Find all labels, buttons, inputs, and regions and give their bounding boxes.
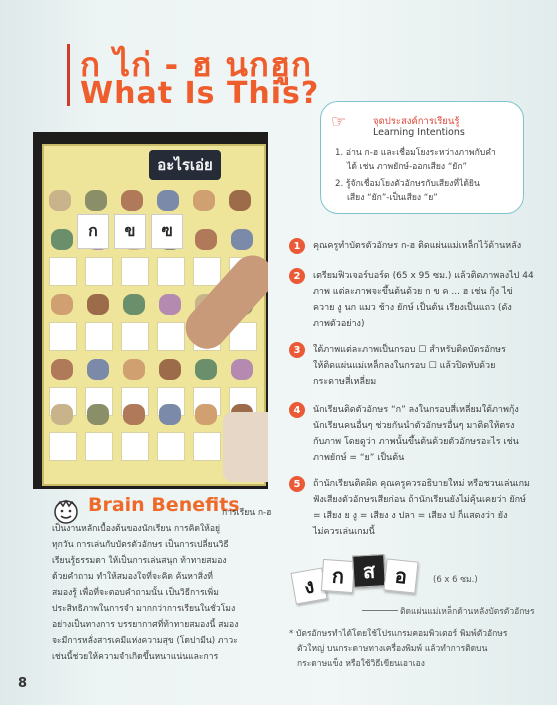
blank-letter-slot [193,257,221,286]
blank-letter-slot [157,322,185,351]
brain-benefits-line: จะมีการหลั่งสารเคมีแห่งความสุข (โดปามีน) ภาวะ [52,636,238,646]
board-picture [123,359,145,380]
learning-intentions-subtitle: Learning Intentions [373,127,465,138]
board-picture [51,294,73,315]
brain-benefits-line: อย่างเป็นทางการ บรรยากาศที่ท้าทายสมองนี้ สมอง [52,620,239,630]
intention-item [335,177,519,205]
brain-benefits-title: Brain Benefits [88,494,240,516]
brain-benefits-line: ทุกวัน การเล่นกับบัตรตัวอักษร เป็นการเปลี่ยนวิธี [52,540,229,550]
step-number: 2 [289,268,305,284]
intention-line: ได้ เช่น ภาพยักษ์-ออกเสียง “ยัก” [347,162,467,172]
board-picture [121,190,143,211]
blank-letter-slot [157,257,185,286]
blank-letter-slot [49,257,77,286]
blank-letter-slot [49,322,77,351]
blank-letter-slot [121,322,149,351]
step-line: นักเรียนติดตัวอักษร “ก” ลงในกรอบสี่เหลี่ยมใต้ภาพกุ้ง [313,405,519,415]
blank-letter-slot [49,432,77,461]
letter-card: ฃ [151,214,183,249]
tile-caption: ติดแผ่นแม่เหล็กด้านหลังบัตรตัวอักษร [400,607,535,617]
board-picture [231,359,253,380]
page-number: 8 [18,676,28,691]
intention-line: 1. อ่าน ก-ฮ และเชื่อมโยงระหว่างภาพกับคำ [335,148,496,158]
blank-letter-slot [193,432,221,461]
board-sign: อะไรเอ่ย [149,150,221,180]
step-line: ใต้ภาพแต่ละภาพเป็นกรอบ ☐ สำหรับติดบัตรอักษร [313,345,506,355]
board-picture [231,229,253,250]
step-line: ไม่ควรเล่นเกมนี้ [313,527,375,537]
step-line: ภาพตัวอย่าง) [313,319,365,329]
brain-benefits-line: เช่นนี้ช่วยให้ความจำเกิดขึ้นหนาแน่นและการ [52,652,219,662]
step-line: นักเรียนคนอื่นๆ ช่วยกันนำตัวอักษรอื่นๆ มาติดให้ตรง [313,421,515,431]
brain-benefits-line: ด้วยคำถาม ทำให้สมองใจที่จะคิด ค้นหาสิ่งที่ [52,572,213,582]
brain-benefits-line: สมองรู้ เพื่อที่จะตอบคำถามนั้น เป็นวิธีการเพิ่ม [52,588,219,598]
step-line: = เสียง ย งู = เสียง ง ปลา = เสียง ป ก็แสดงว่า ยัง [313,511,508,521]
brain-benefits-line: การเรียน ก-ฮ [222,508,272,518]
board-picture [195,404,217,425]
title-accent-bar [67,44,70,106]
step-line: กระดาษสี่เหลี่ยม [313,377,377,387]
step-line: ภาพ แต่ละภาพจะขึ้นต้นด้วย ก ข ค ... ฮ เช่น กุ้ง ไข่ [313,287,513,297]
caption-leader-line [362,610,398,611]
letter-tile: อ [383,558,418,593]
board-picture [87,404,109,425]
blank-letter-slot [85,432,113,461]
footnote-line: * บัตรอักษรทำได้โดยใช้โปรแกรมคอมพิวเตอร์ พิมพ์ตัวอักษร [289,629,508,639]
board-picture [87,359,109,380]
step-line: ถ้านักเรียนติดผิด คุณครูควรอธิบายใหม่ หรือชวนเล่นเกม [313,479,530,489]
board-picture [51,229,73,250]
brain-benefits-line: เป็นงานหลักเบื้องต้นของนักเรียน การคิดให้อยู่ [52,524,221,534]
blank-letter-slot [157,432,185,461]
step-line: ให้ติดแผ่นแม่เหล็กลงในกรอบ ☐ แล้วปิดทับด้วย [313,361,496,371]
intention-line: เสียง “ยัก”-เป็นเสียง “ย” [347,193,438,203]
brain-benefits-line: ประสิทธิภาพในการจำ มากกว่าการเรียนในชั่วโมง [52,604,236,614]
letter-tile: ง [290,567,327,604]
step-line: ควาย งู นก แมว ช้าง ยักษ์ เป็นต้น เรียงเป็นแถว (ดัง [313,303,512,313]
board-picture [123,404,145,425]
board-picture [51,404,73,425]
blank-letter-slot [85,322,113,351]
page-title-english: What Is This? [80,76,320,111]
page-title-thai: ก ไก่ - ฮ นกฮูก [80,45,313,84]
student-sleeve [223,412,268,482]
board-picture [157,190,179,211]
board-picture [85,190,107,211]
brain-benefits-line: เรียนรู้ธรรมดา ให้เป็นการเล่นสนุก ท้าทายสมอง [52,556,227,566]
step-line: เตรียมฟิวเจอร์บอร์ด (65 x 95 ซม.) แล้วติดภาพลงไป 44 [313,271,534,281]
blank-letter-slot [85,257,113,286]
intention-item [335,146,519,174]
blank-letter-slot [121,257,149,286]
board-picture [195,229,217,250]
board-picture [195,359,217,380]
board-picture [51,359,73,380]
board-picture [229,190,251,211]
board-picture [159,294,181,315]
step-number: 4 [289,402,305,418]
intention-line: 2. รู้จักเชื่อมโยงตัวอักษรกับเสียงที่ได้ยิน [335,179,480,189]
footnote-line: ตัวใหญ่ บนกระดาษทางเครื่องพิมพ์ แล้วทำการติดบน [297,644,488,654]
step-number: 3 [289,342,305,358]
classroom-photo [33,132,268,489]
pointing-hand-icon: ☞ [331,112,347,132]
board-picture [159,359,181,380]
step-line: กับภาพ โดยดูว่า ภาพนั้นขึ้นต้นด้วยตัวอักษรอะไร เช่น [313,437,519,447]
board-picture [123,294,145,315]
letter-card: ก [77,214,109,249]
letter-tile: ก [321,559,355,593]
blank-letter-slot [121,432,149,461]
step-line: ฟังเสียงตัวอักษรเสียก่อน ถ้านักเรียนยังไม่คุ้นเคยว่า ยักษ์ [313,495,526,505]
step-number: 1 [289,238,305,254]
step-number: 5 [289,476,305,492]
letter-tile: ส [352,554,386,588]
board-picture [87,294,109,315]
step-line: ภาพยักษ์ = “ย” เป็นต้น [313,453,405,463]
learning-intentions-title: จุดประสงค์การเรียนรู้ [373,116,460,127]
board-picture [193,190,215,211]
letter-card: ข [114,214,146,249]
board-picture [159,404,181,425]
tile-size-label: (6 x 6 ซม.) [433,575,478,585]
step-line: คุณครูทำบัตรตัวอักษร ก-ฮ ติดแผ่นแม่เหล็กไว้ด้านหลัง [313,241,522,251]
learning-intentions-box [320,101,524,214]
footnote-line: กระดาษแข็ง หรือใช้วิธีเขียนเอาเอง [297,659,425,669]
board-picture [49,190,71,211]
